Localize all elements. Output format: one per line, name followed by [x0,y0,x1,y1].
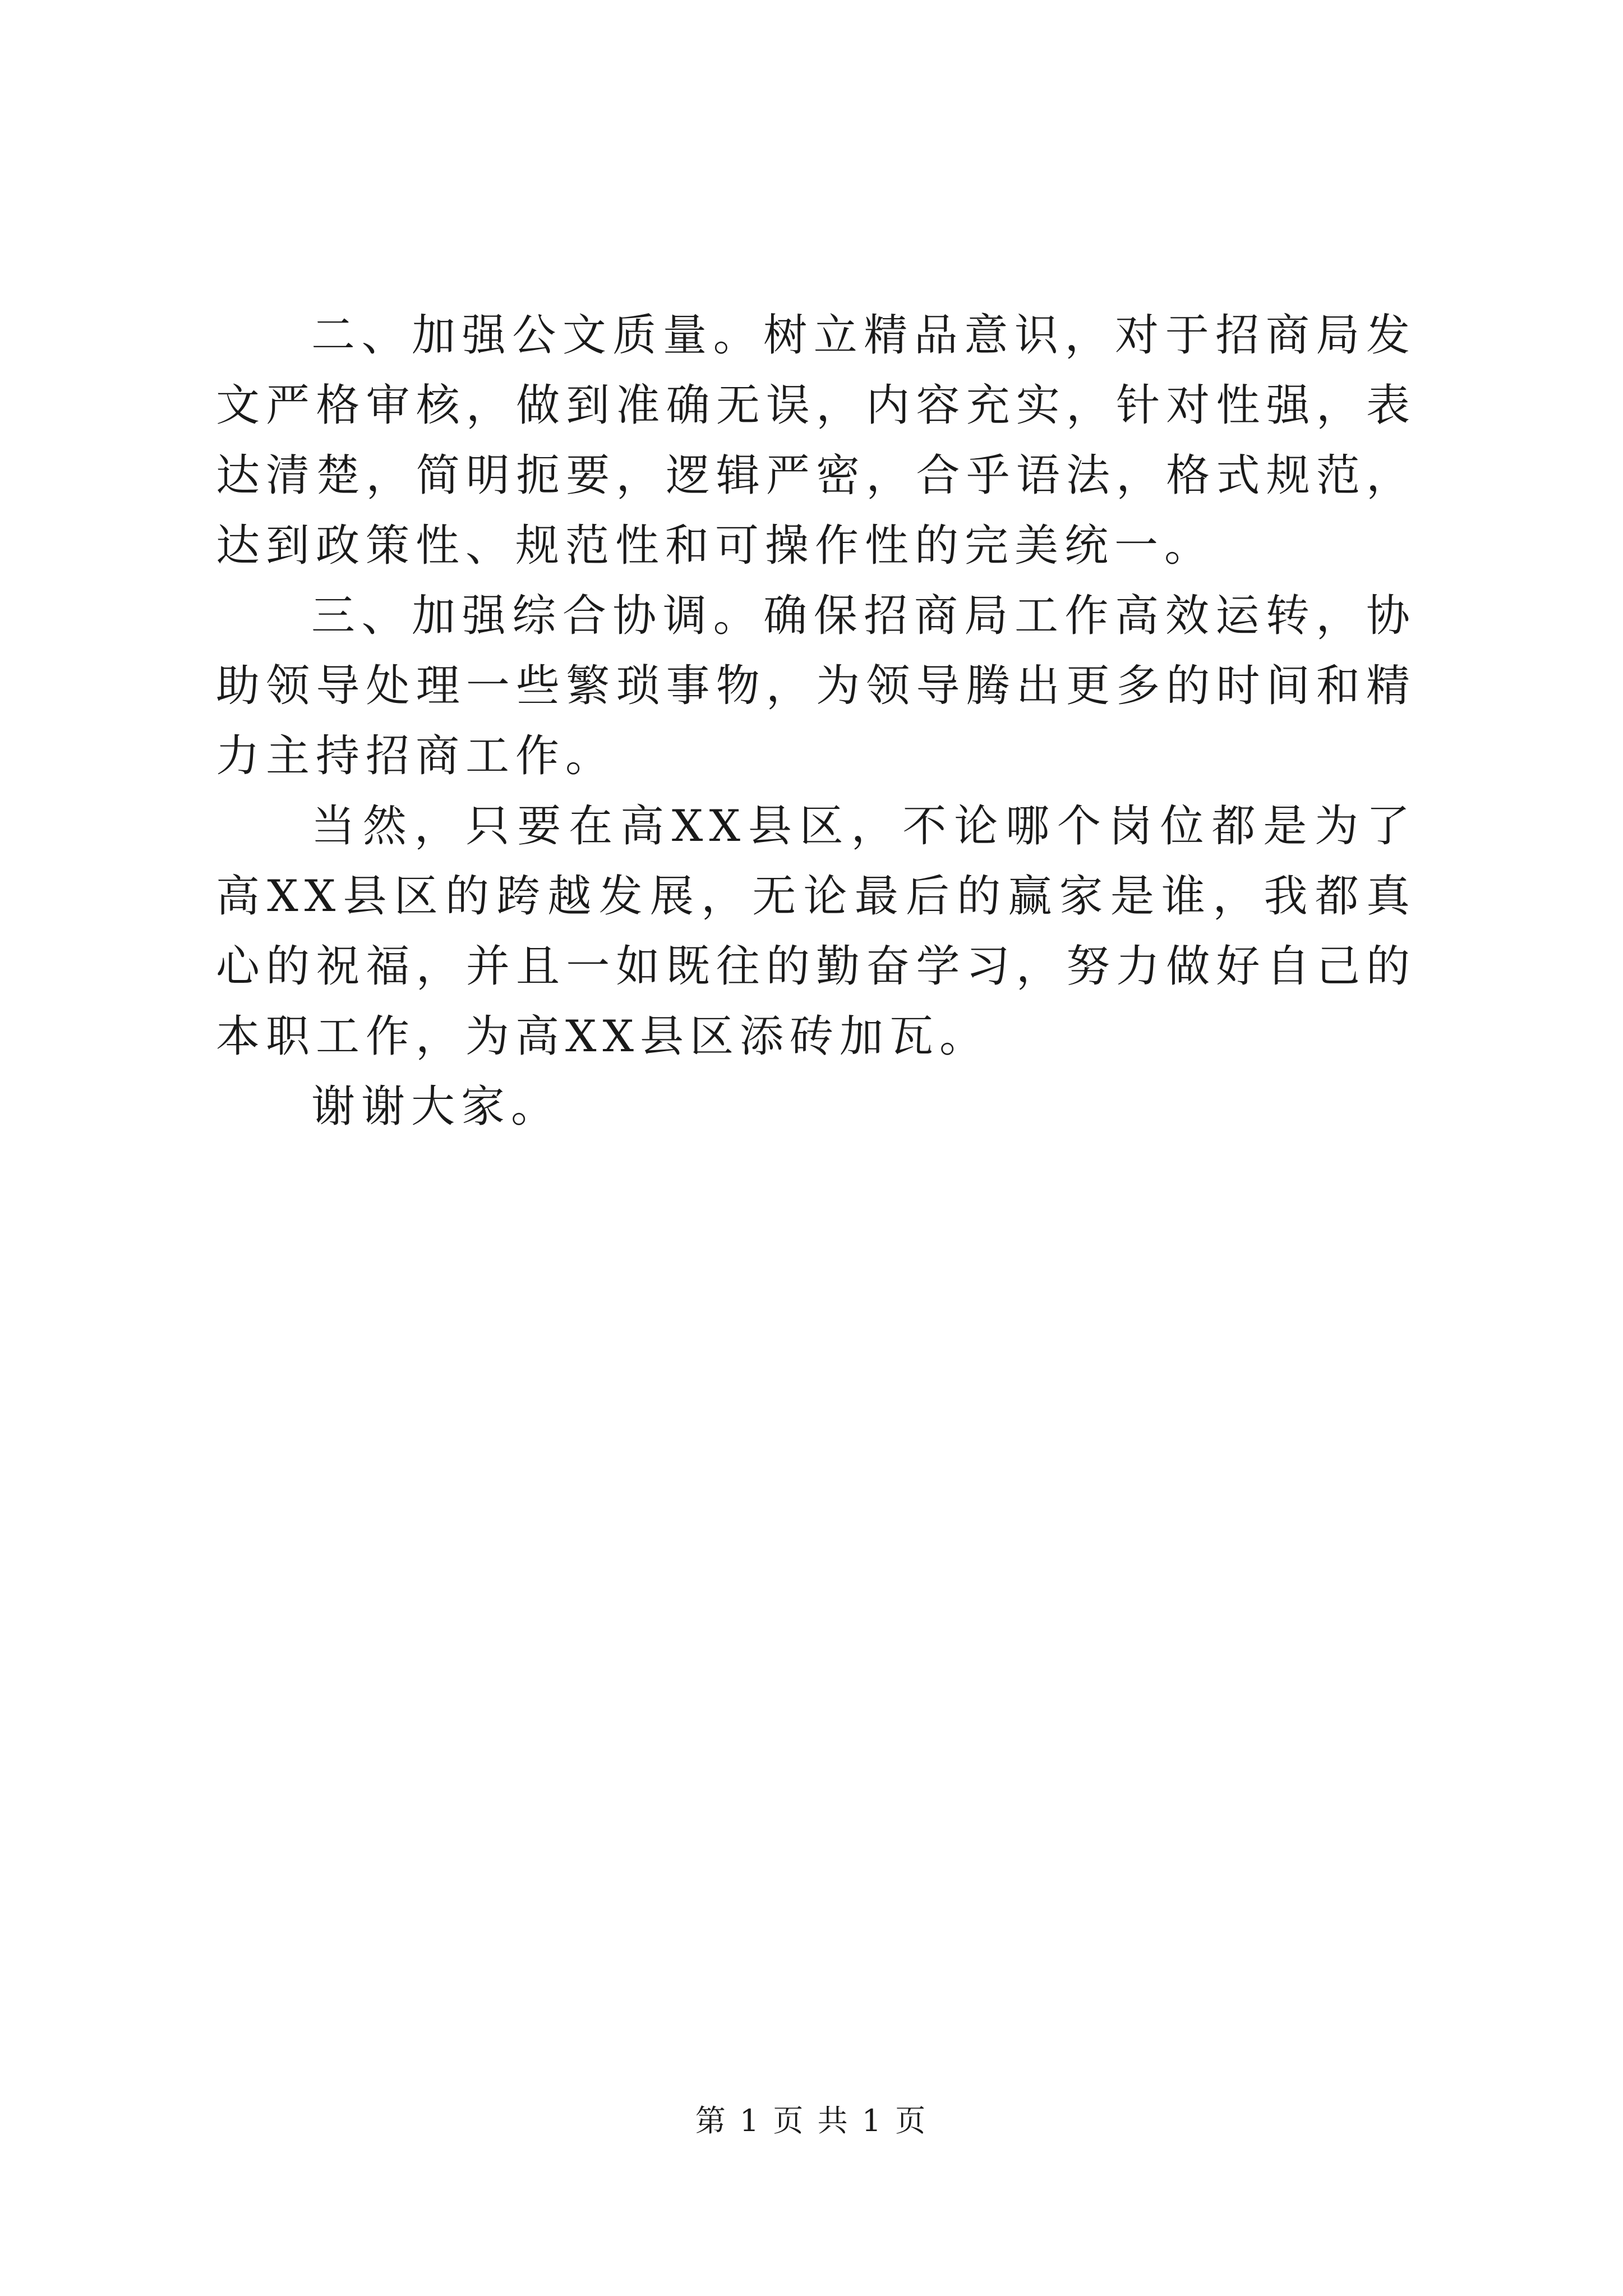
page-number-footer: 第 1 页 共 1 页 [695,2103,928,2138]
paragraph-thanks: 谢谢大家。 [311,1082,561,1132]
paragraph-closing-remarks: 当然，只要在高XX县区，不论哪个岗位都是为了高XX县区的跨越发展，无论最后的赢家是谁，我都真心的祝福，并且一如既往的勤奋学习，努力做好自己的本职工作，为高XX县区添砖加瓦。 [216,801,1416,1062]
paragraph-strengthen-document-quality: 二、加强公文质量。树立精品意识，对于招商局发文严格审核，做到准确无误，内容充实，针对性强，表达清楚，简明扼要，逻辑严密，合乎语法，格式规范，达到政策性、规范性和可操作性的完美统一。 [216,310,1416,571]
document-body [216,301,1416,1142]
paragraph-strengthen-coordination: 三、加强综合协调。确保招商局工作高效运转，协助领导处理一些繁琐事物，为领导腾出更多的时间和精力主持招商工作。 [216,591,1416,781]
